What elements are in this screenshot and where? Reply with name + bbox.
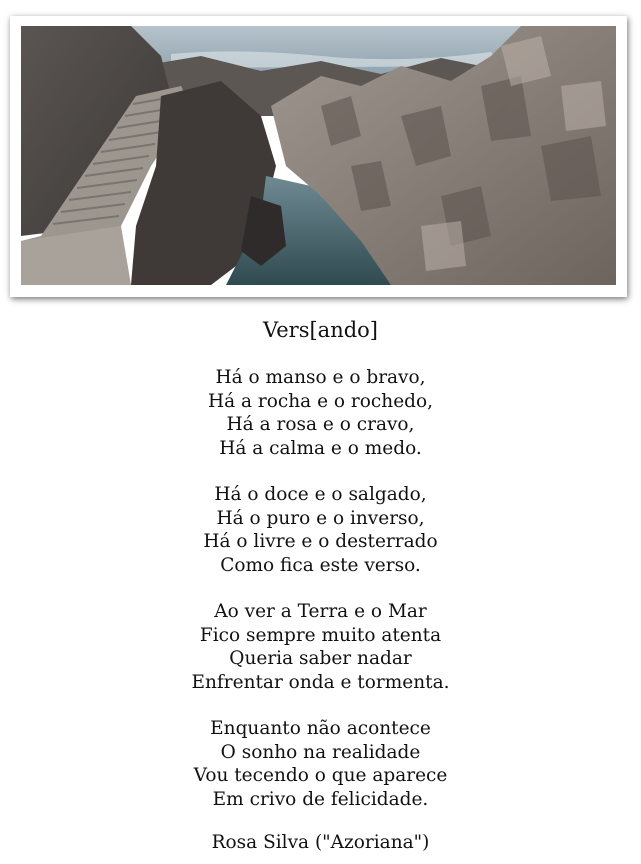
poem-line: Enquanto não acontece: [210, 718, 431, 739]
poem-author: Rosa Silva ("Azoriana"): [211, 832, 430, 853]
poem-line: Há o manso e o bravo,: [215, 367, 426, 388]
poem-line: Enfrentar onda e tormenta.: [191, 671, 450, 693]
poem-line: Ao ver a Terra e o Mar: [214, 601, 427, 622]
stanza-2: [0, 483, 641, 577]
poem-line: O sonho na realidade: [220, 741, 421, 763]
poem-line: Fico sempre muito atenta: [199, 624, 442, 646]
poem-line: Vou tecendo o que aparece: [193, 765, 448, 786]
poem-line: Em crivo de felicidade.: [212, 788, 429, 810]
poem-line: Há a rosa e o cravo,: [226, 414, 415, 435]
stanza-1: [0, 366, 641, 460]
poem-title: Vers[ando]: [263, 318, 378, 342]
stanza-3: [0, 600, 641, 694]
coastal-rocks-photo: [21, 26, 616, 285]
poem-line: Queria saber nadar: [229, 648, 412, 669]
poem-line: Como fica este verso.: [220, 554, 421, 576]
poem-line: Há o livre e o desterrado: [203, 531, 438, 552]
photo-frame: [10, 16, 627, 297]
poem: [0, 316, 641, 855]
poem-line: Há a rocha e o rochedo,: [207, 390, 434, 412]
poem-line: Há o doce e o salgado,: [214, 484, 427, 505]
stanza-4: [0, 717, 641, 811]
poem-line: Há o puro e o inverso,: [216, 507, 425, 529]
poem-line: Há a calma e o medo.: [219, 437, 422, 459]
